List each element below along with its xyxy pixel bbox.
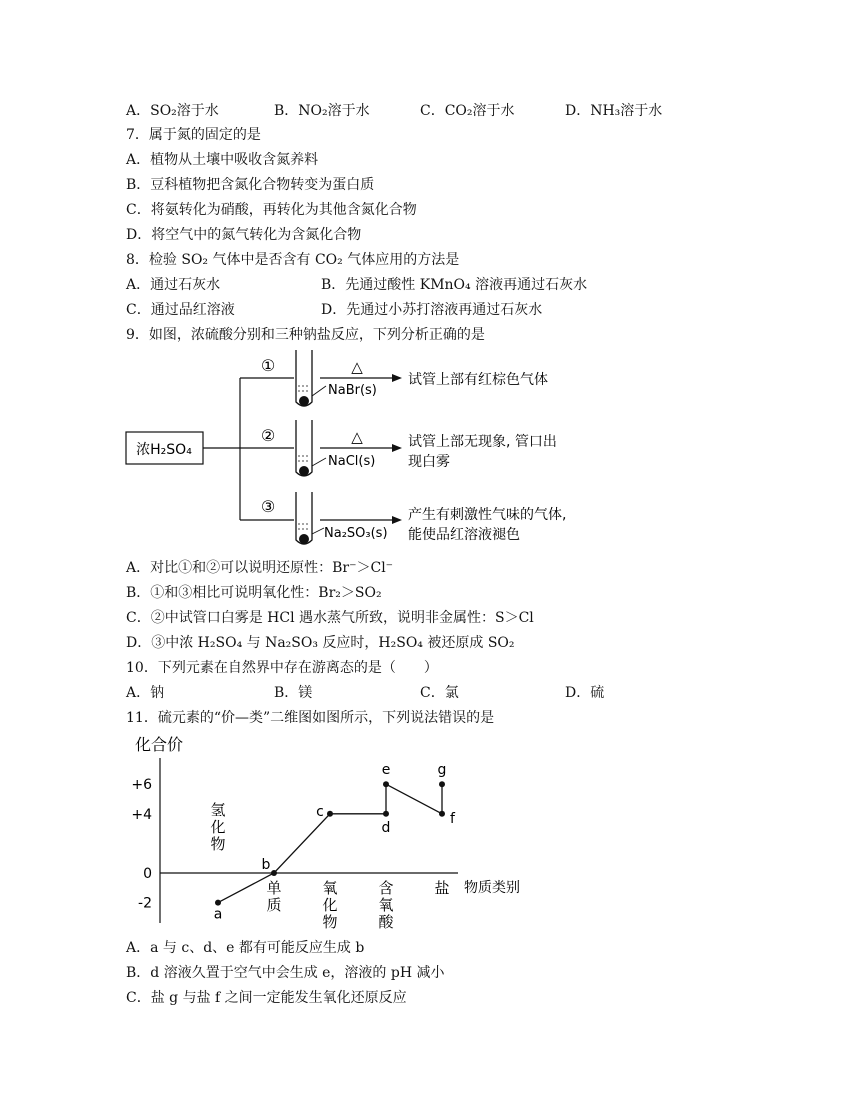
point-label-a: a <box>213 906 223 923</box>
branch-3-number: ③ <box>260 497 276 516</box>
q7-option-a: A．植物从土壤中吸收含氮养料 <box>126 152 319 168</box>
point-d <box>383 811 389 817</box>
point-f <box>439 811 445 817</box>
q10-stem: 10．下列元素在自然界中存在游离态的是（ ） <box>126 660 438 676</box>
q8-option-a: A．通过石灰水 <box>126 277 221 293</box>
q11-stem: 11．硫元素的“价—类”二维图如图所示，下列说法错误的是 <box>126 710 495 726</box>
y-tick-label: -2 <box>138 895 152 912</box>
point-label-d: d <box>381 819 391 836</box>
svg-text:含: 含 <box>378 879 394 897</box>
q7-stem: 7．属于氮的固定的是 <box>126 127 261 143</box>
svg-text:氢: 氢 <box>210 801 226 819</box>
result-2-line1: 试管上部无现象, 管口出 <box>408 434 557 450</box>
point-label-g: g <box>437 762 447 779</box>
result-2-line2: 现白雾 <box>408 454 450 470</box>
q9-option-c: C．②中试管口白雾是 HCl 遇水蒸气所致，说明非金属性：S＞Cl <box>126 610 534 626</box>
valence-class-chart <box>120 728 550 936</box>
q9-stem: 9．如图，浓硫酸分别和三种钠盐反应，下列分析正确的是 <box>126 327 485 343</box>
q6-option-b: B．NO₂溶于水 <box>274 103 370 119</box>
y-tick-label: +6 <box>131 777 152 794</box>
q9-reaction-diagram <box>120 348 620 553</box>
q8-option-d: D．先通过小苏打溶液再通过石灰水 <box>321 302 543 318</box>
q11-option-a: A．a 与 c、d、e 都有可能反应生成 b <box>126 940 365 956</box>
point-label-e: e <box>381 762 391 779</box>
svg-text:物: 物 <box>210 835 226 853</box>
point-c <box>327 811 333 817</box>
test-tube-1 <box>296 350 312 406</box>
q10-option-b: B．镁 <box>274 685 313 701</box>
q7-option-d: D．将空气中的氮气转化为含氮化合物 <box>126 227 362 243</box>
category-label <box>210 801 225 853</box>
salt-1-label: NaBr(s) <box>328 383 377 398</box>
test-tube-2 <box>296 420 312 476</box>
q9-option-a: A．对比①和②可以说明还原性：Br⁻＞Cl⁻ <box>126 560 394 576</box>
q10-option-d: D．硫 <box>565 685 605 701</box>
q6-option-d: D．NH₃溶于水 <box>565 103 663 119</box>
q6-option-c: C．CO₂溶于水 <box>420 103 515 119</box>
point-label-c: c <box>316 803 324 820</box>
salt-3-label: Na₂SO₃(s) <box>324 526 388 541</box>
q9-option-d: D．③中浓 H₂SO₄ 与 Na₂SO₃ 反应时，H₂SO₄ 被还原成 SO₂ <box>126 635 515 651</box>
reagent-label: 浓H₂SO₄ <box>136 442 192 458</box>
y-tick-label: 0 <box>143 866 152 882</box>
category-label <box>322 879 337 931</box>
point-label-f: f <box>450 810 455 827</box>
heat-2-symbol: △ <box>351 428 363 446</box>
salt-2-label: NaCl(s) <box>328 454 376 469</box>
svg-text:质: 质 <box>266 896 282 914</box>
chart-y-label: 化合价 <box>135 735 184 754</box>
heat-1-symbol: △ <box>351 358 363 376</box>
q8-option-c: C．通过品红溶液 <box>126 302 235 318</box>
result-3-line2: 能使品红溶液褪色 <box>408 527 520 543</box>
test-tube-3 <box>296 492 312 544</box>
result-1-line1: 试管上部有红棕色气体 <box>408 372 548 388</box>
q7-option-c: C．将氨转化为硝酸，再转化为其他含氮化合物 <box>126 202 417 218</box>
q7-option-b: B．豆科植物把含氮化合物转变为蛋白质 <box>126 177 375 193</box>
q8-stem: 8．检验 SO₂ 气体中是否含有 CO₂ 气体应用的方法是 <box>126 252 460 268</box>
point-e <box>383 781 389 787</box>
point-label-b: b <box>261 857 271 873</box>
branch-2-number: ② <box>260 426 276 445</box>
q10-option-a: A．钠 <box>126 685 165 701</box>
category-label <box>434 879 449 897</box>
q9-option-b: B．①和③相比可说明氧化性：Br₂＞SO₂ <box>126 585 382 601</box>
category-label <box>266 879 281 914</box>
svg-text:物: 物 <box>322 913 338 931</box>
svg-text:酸: 酸 <box>378 913 394 931</box>
q11-option-c: C．盐 g 与盐 f 之间一定能发生氧化还原反应 <box>126 990 407 1006</box>
q6-option-a: A．SO₂溶于水 <box>126 103 219 119</box>
result-3-line1: 产生有刺激性气味的气体, <box>408 507 567 523</box>
branch-1-number: ① <box>260 356 276 375</box>
svg-text:氧: 氧 <box>322 879 338 897</box>
svg-text:化: 化 <box>322 896 338 914</box>
point-b <box>271 870 277 876</box>
svg-text:盐: 盐 <box>434 879 450 897</box>
q11-option-b: B．d 溶液久置于空气中会生成 e，溶液的 pH 减小 <box>126 965 445 981</box>
svg-text:氧: 氧 <box>378 896 394 914</box>
svg-text:化: 化 <box>210 818 226 836</box>
q10-option-c: C．氯 <box>420 685 459 701</box>
chart-x-label: 物质类别 <box>464 880 520 896</box>
point-a <box>215 900 221 906</box>
q8-option-b: B．先通过酸性 KMnO₄ 溶液再通过石灰水 <box>321 277 588 293</box>
category-label <box>378 879 394 931</box>
point-g <box>439 781 445 787</box>
svg-text:单: 单 <box>266 879 282 897</box>
y-tick-label: +4 <box>131 806 152 823</box>
